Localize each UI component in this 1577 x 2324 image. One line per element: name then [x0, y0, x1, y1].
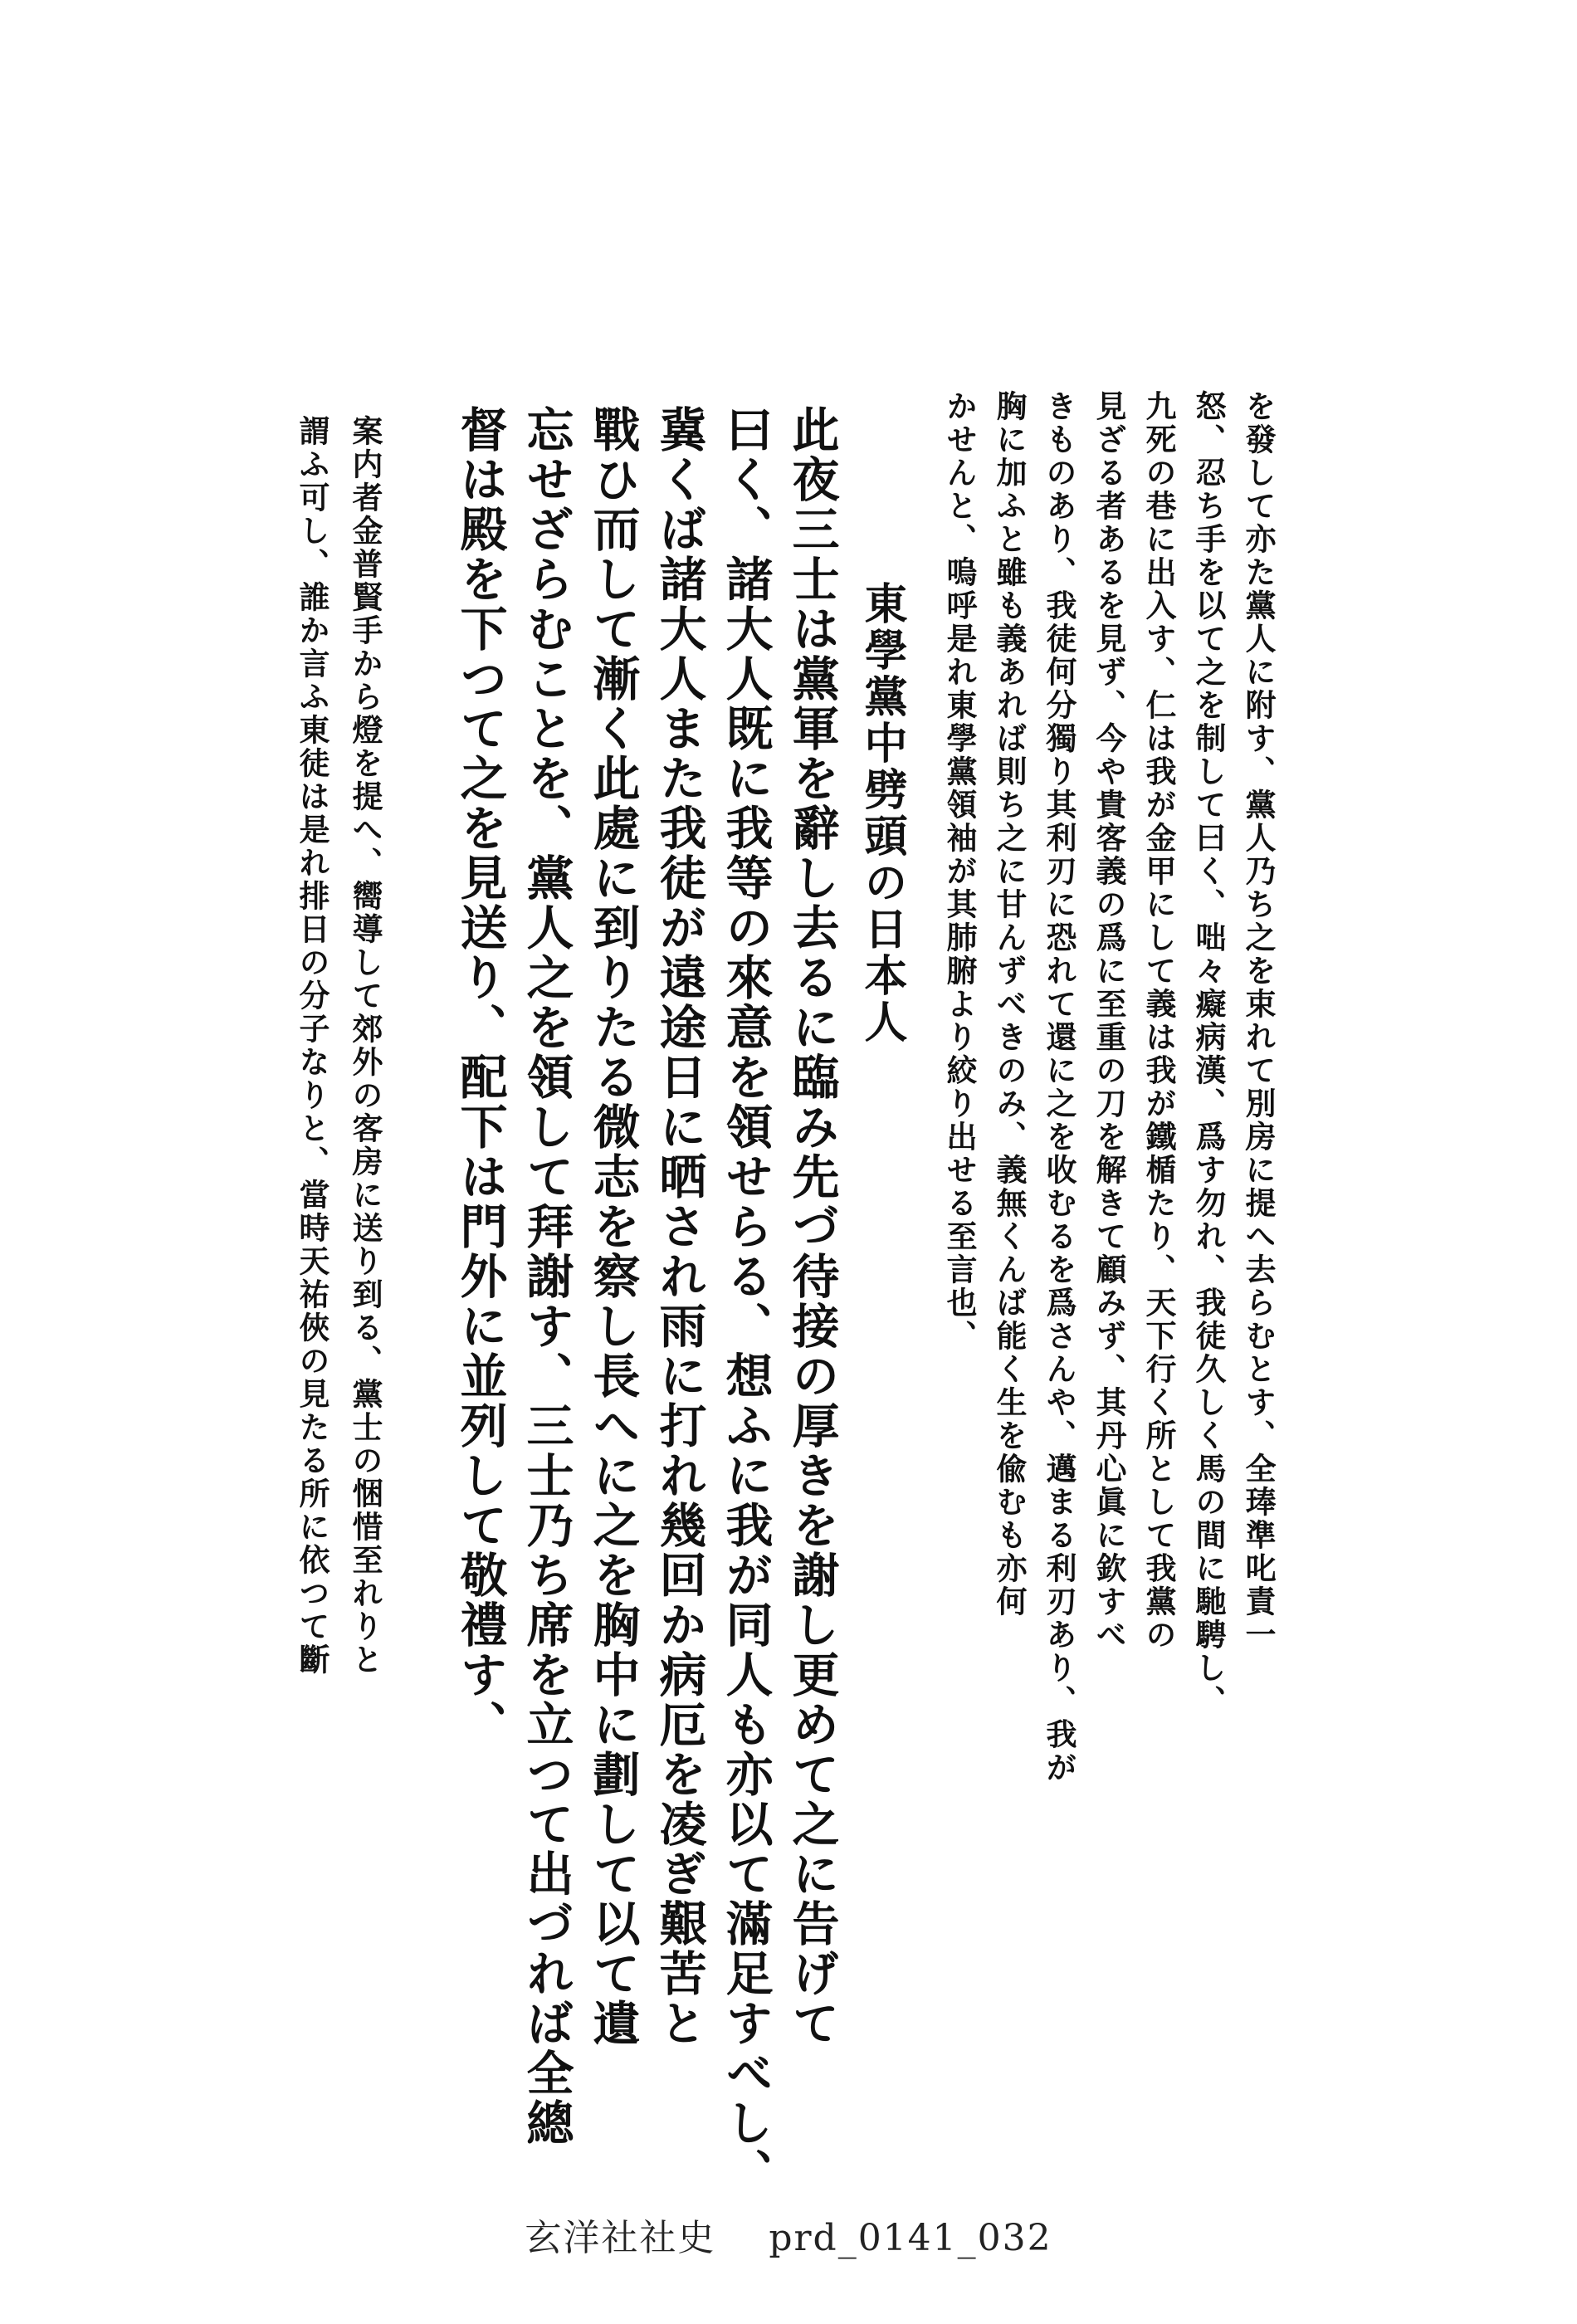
- main-column-4: 戰ひ而して漸く此處に到りたる微志を察し長へに之を胸中に劃して以て遺: [585, 405, 641, 2048]
- lower-column-2: 謂ふ可し、誰か言ふ東徒は是れ排日の分子なりと、當時天祐俠の見たる所に依つて斷: [294, 415, 330, 1677]
- upper-column-6: 胸に加ふと雖も義あれば則ち之に甘んずべきのみ、義無くんば能く生を偸むも亦何: [991, 390, 1028, 1618]
- main-column-1: 此夜三士は黨軍を辭し去るに臨み先づ待接の厚きを謝し更めて之に告げて: [784, 405, 840, 2048]
- upper-column-5: きものあり、我徒何分獨り其利刃に恐れて還に之を收むるを爲さんや、邁まる利刃あり、我が: [1041, 390, 1077, 1784]
- section-heading: 東學黨中劈頭の日本人: [857, 581, 907, 1046]
- main-column-3: 冀くば諸大人また我徒が遠途日に晒され雨に打れ幾回か病厄を凌ぎ艱苦と: [652, 405, 707, 2048]
- lower-column-1: 案内者金普賢手から燈を提へ、嚮導して郊外の客房に送り到る、黨士の悃惜至れりと: [347, 415, 383, 1677]
- main-column-5: 忘せざらむことを、黨人之を領して拜謝す、三士乃ち席を立つて出づれば全總: [519, 405, 574, 2148]
- page-footer: [0, 2208, 1577, 2261]
- main-column-2: 曰く、諸大人既に我等の來意を領せらる、想ふに我が同人も亦以て滿足すべし、: [718, 405, 774, 2198]
- upper-column-1: を發して亦た黨人に附す、黨人乃ち之を束れて別房に提へ去らむとす、全琫準叱責一: [1240, 390, 1277, 1652]
- upper-column-7: かせんと、嗚呼是れ東學黨領袖が其肺腑より絞り出せる至言也、: [941, 390, 978, 1353]
- upper-column-4: 見ざる者あるを見ず、今や貴客義の爲に至重の刀を解きて顧みず、其丹心眞に欽すべ: [1091, 390, 1127, 1652]
- upper-column-3: 九死の巷に出入す、仁は我が金甲にして義は我が鐵楯たり、天下行く所として我黨の: [1140, 390, 1177, 1652]
- upper-column-2: 怒、忍ち手を以て之を制して曰く、咄々癡病漢、爲す勿れ、我徒久しく馬の間に馳騁し、: [1190, 390, 1227, 1718]
- footer-code: prd_0141_032: [769, 2217, 1052, 2259]
- footer-title: 玄洋社社史: [525, 2217, 716, 2259]
- main-column-6: 督は殿を下つて之を見送り、配下は門外に並列して敬禮す、: [452, 405, 508, 1750]
